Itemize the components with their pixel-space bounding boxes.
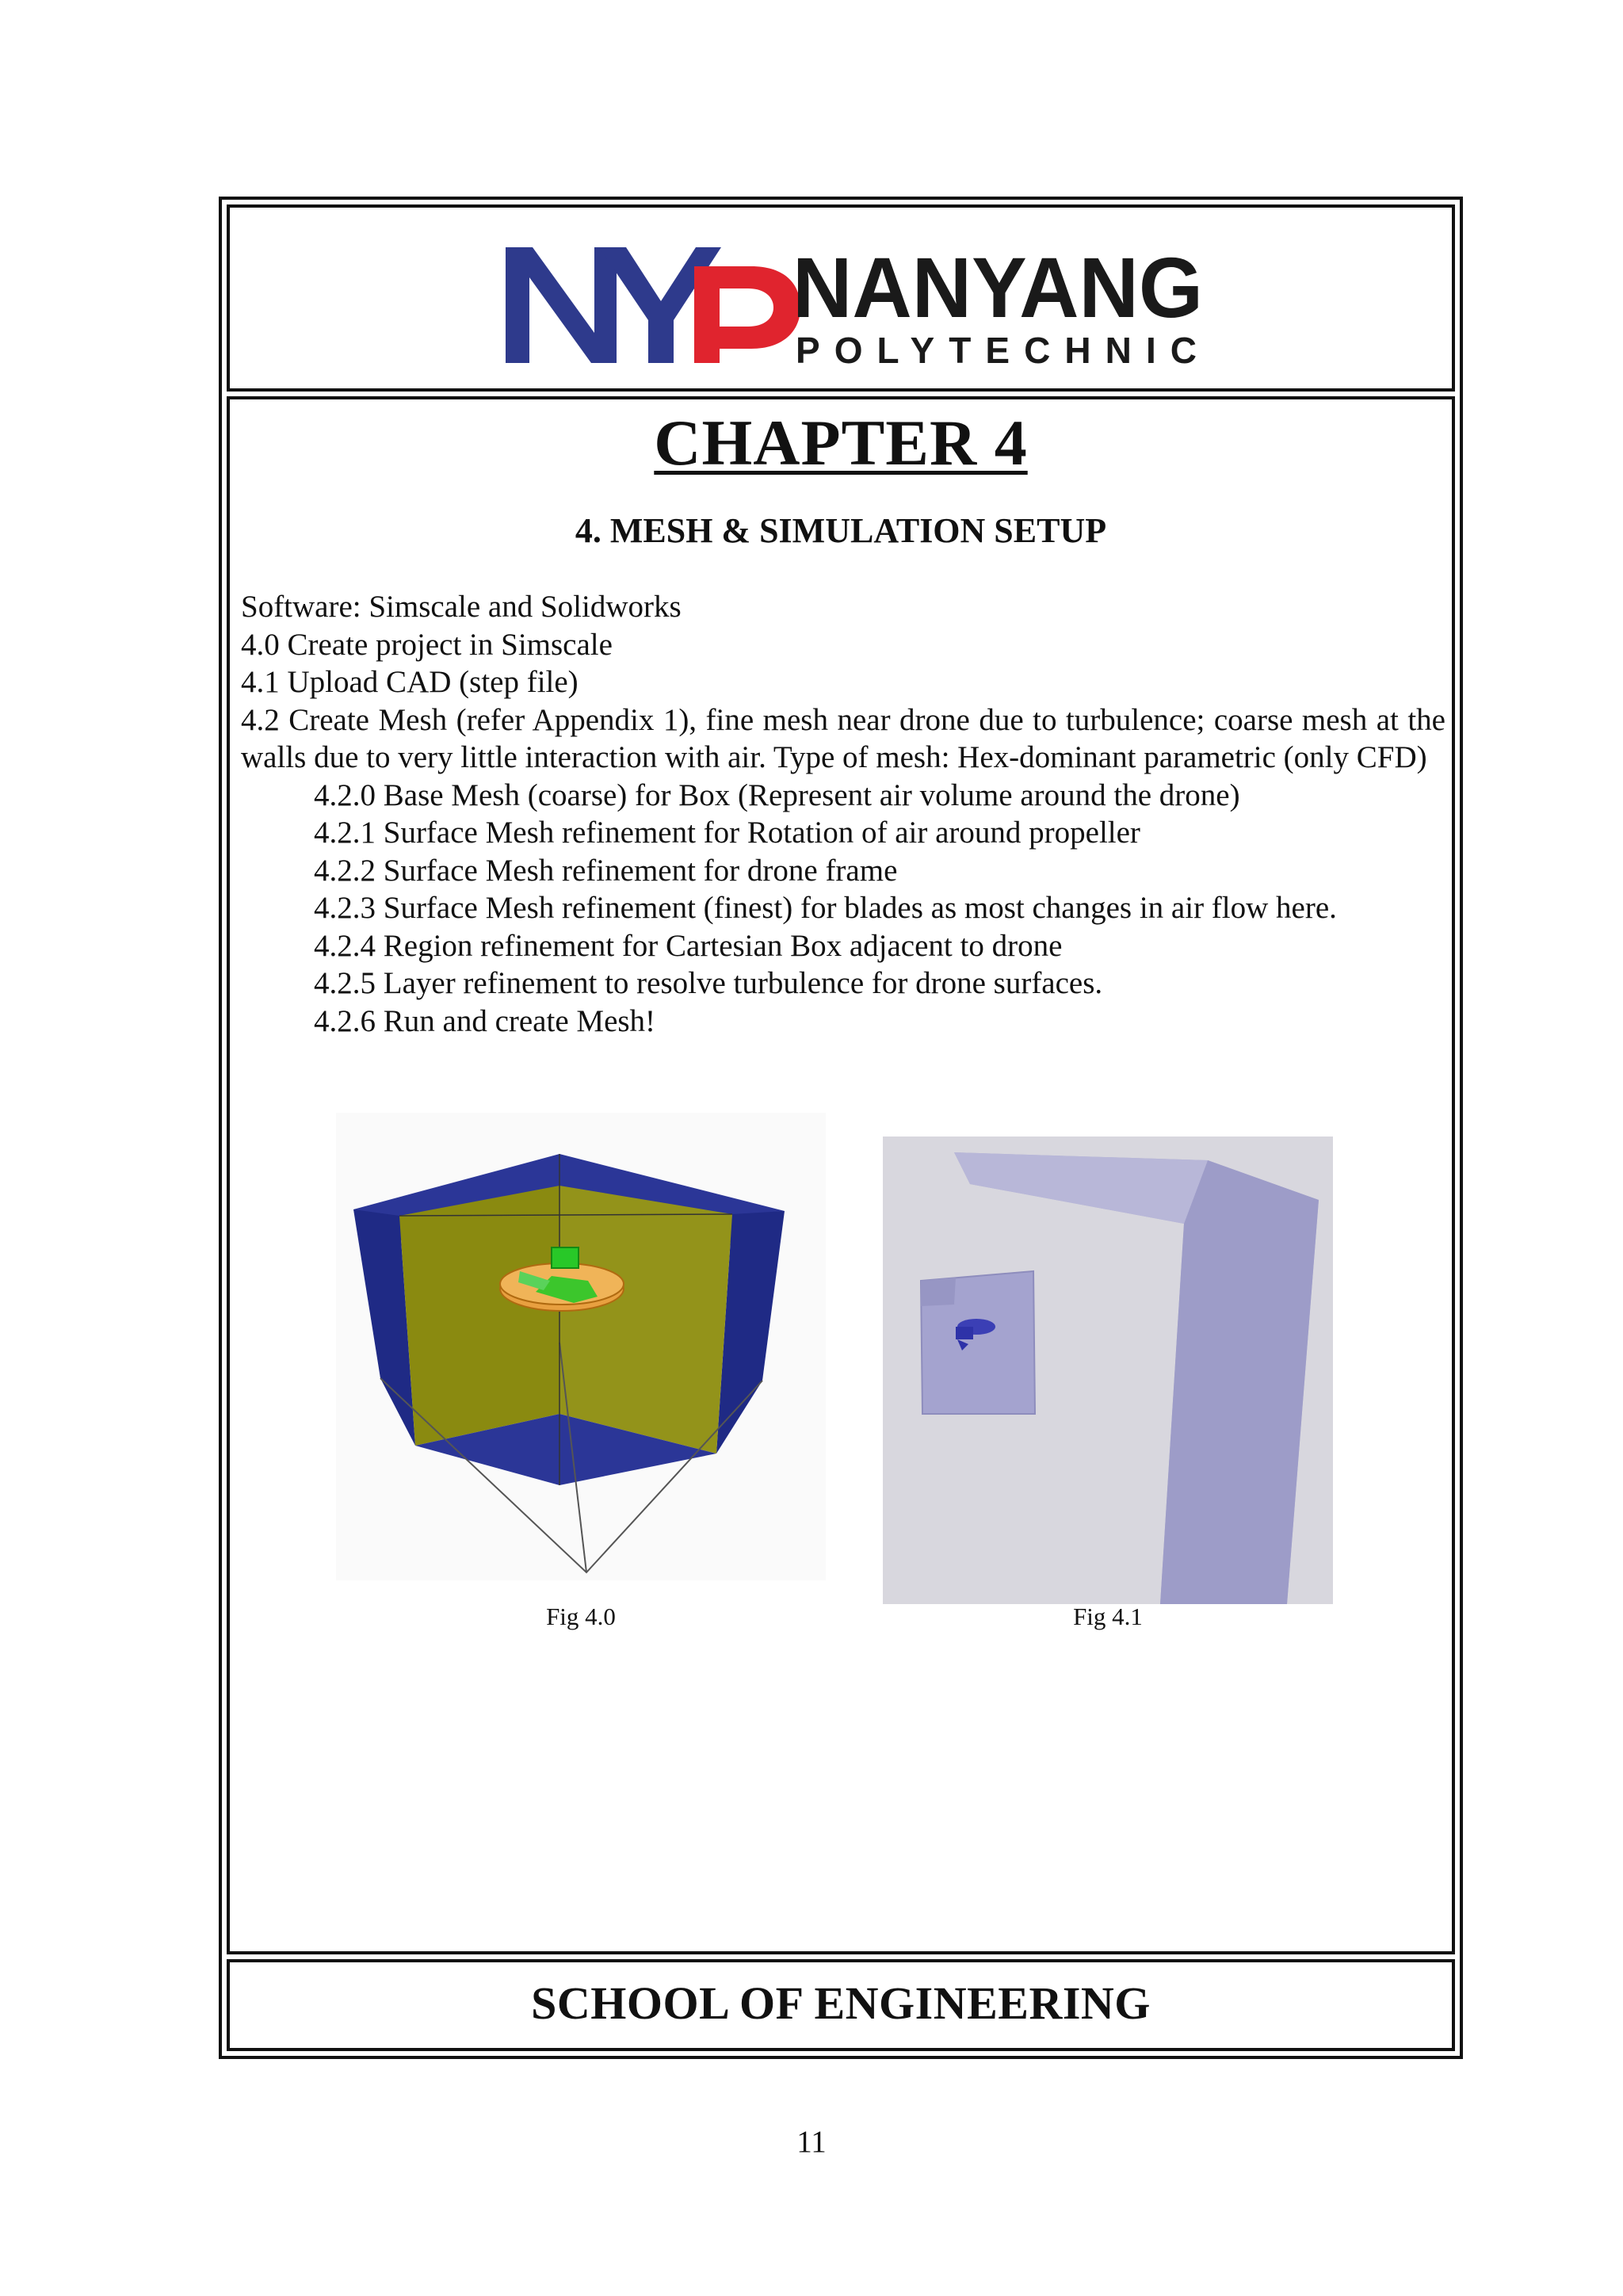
sub-item: 4.2.2 Surface Mesh refinement for drone frame <box>314 853 898 888</box>
sub-item: 4.2.3 Surface Mesh refinement (finest) for blades as most changes in air flow here. <box>314 891 1337 925</box>
section-title: 4. MESH & SIMULATION SETUP <box>575 511 1107 550</box>
figure-4-1-image <box>883 1137 1333 1604</box>
figure-4-0-caption: Fig 4.0 <box>546 1603 616 1630</box>
sub-item: 4.2.1 Surface Mesh refinement for Rotation of air around propeller <box>314 816 1140 850</box>
page-number: 11 <box>796 2125 827 2159</box>
footer-box <box>227 1959 1455 2051</box>
body-line: Software: Simscale and Solidworks <box>241 590 682 624</box>
sub-item: 4.2.0 Base Mesh (coarse) for Box (Represent air volume around the drone) <box>314 777 1240 812</box>
chapter-title-text: CHAPTER 4 <box>654 407 1028 479</box>
nyp-logo <box>506 238 1203 372</box>
logo-sub-text: POLYTECHNIC <box>796 330 1197 371</box>
sub-item: 4.2.6 Run and create Mesh! <box>314 1003 656 1038</box>
body-line: 4.0 Create project in Simscale <box>241 627 613 662</box>
footer-title: SCHOOL OF ENGINEERING <box>531 1977 1151 2029</box>
header-box <box>227 204 1455 392</box>
content-box <box>227 396 1455 1954</box>
body-line: 4.2 Create Mesh (refer Appendix 1), fine mesh near drone due to turbulence; coarse mesh at the walls due to very little interaction with air. Type of mesh: Hex-dominant parametric (only CFD) <box>241 702 1445 774</box>
sub-item: 4.2.4 Region refinement for Cartesian Box adjacent to drone <box>314 928 1063 963</box>
sub-item: 4.2.5 Layer refinement to resolve turbulence for drone surfaces. <box>314 966 1103 1000</box>
figure-4-1-caption: Fig 4.1 <box>1073 1603 1143 1630</box>
body-text <box>241 588 1445 1040</box>
chapter-title <box>230 406 1452 480</box>
logo-name-text: NANYANG <box>792 239 1203 335</box>
figure-4-0-image <box>336 1113 826 1580</box>
body-line: 4.1 Upload CAD (step file) <box>241 665 579 699</box>
